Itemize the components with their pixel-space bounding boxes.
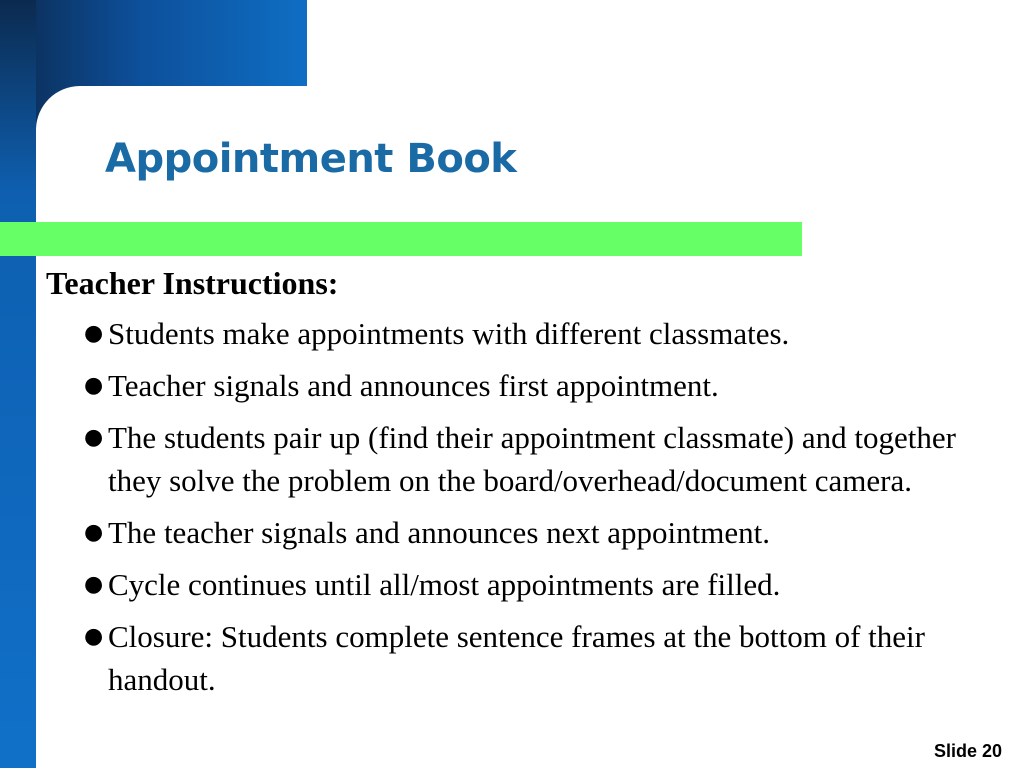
bullet-icon: ●: [84, 321, 104, 346]
list-item-text: Closure: Students complete sentence frames at the bottom of their handout.: [108, 619, 925, 697]
section-heading: Teacher Instructions:: [46, 265, 339, 301]
accent-bar: [0, 222, 802, 256]
list-item-text: Cycle continues until all/most appointments are filled.: [108, 567, 781, 602]
list-item: [46, 312, 1006, 355]
bullet-icon: ●: [84, 520, 104, 545]
slide-number: Slide 20: [933, 741, 1002, 761]
list-item: [46, 511, 1006, 554]
bullet-icon: ●: [84, 373, 104, 398]
bullet-icon: ●: [84, 425, 104, 450]
instruction-list: [46, 312, 1006, 701]
list-item-text: The teacher signals and announces next appointment.: [108, 515, 770, 550]
list-item: [46, 563, 1006, 606]
list-item: [46, 615, 1006, 701]
list-item: [46, 364, 1006, 407]
bullet-icon: ●: [84, 624, 104, 649]
list-item: [46, 416, 1006, 502]
list-item-text: Teacher signals and announces first appointment.: [108, 368, 719, 403]
list-item-text: The students pair up (find their appointment classmate) and together they solve the problem on the board/overhead/document camera.: [108, 420, 956, 498]
list-item-text: Students make appointments with different classmates.: [108, 316, 790, 351]
slide-title: Appointment Book: [105, 136, 517, 182]
bullet-icon: ●: [84, 572, 104, 597]
slide-body: [46, 262, 1006, 710]
left-decor-band: [0, 0, 36, 768]
